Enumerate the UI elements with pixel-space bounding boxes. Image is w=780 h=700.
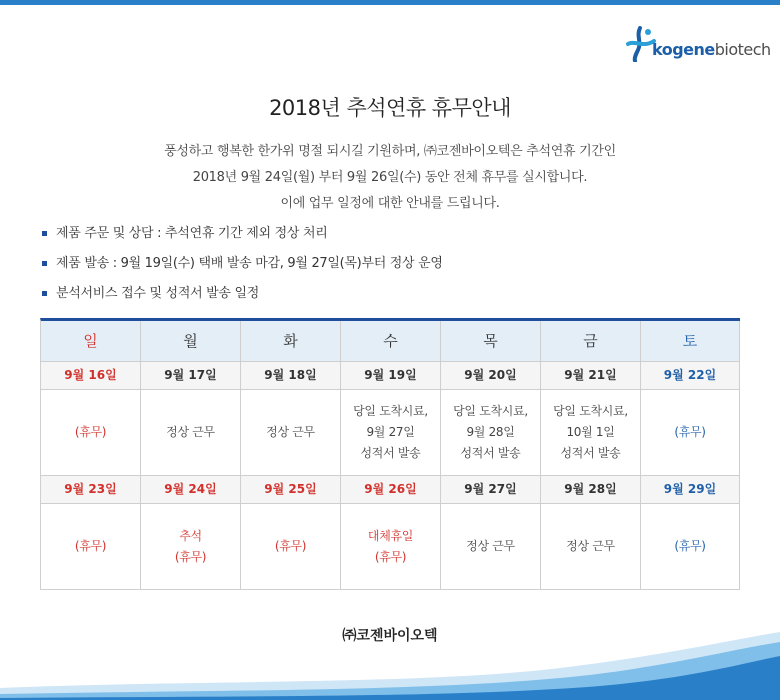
schedule-cell: 정상 근무 xyxy=(441,504,541,589)
schedule-cell: (휴무) xyxy=(41,504,141,589)
schedule-cell: (휴무) xyxy=(641,504,740,589)
schedule-cell: 정상 근무 xyxy=(541,504,641,589)
schedule-cell: 대체휴일 (휴무) xyxy=(341,504,441,589)
date-cell: 9월 22일 xyxy=(641,362,740,390)
date-cell: 9월 25일 xyxy=(241,476,341,504)
bullet-square-icon xyxy=(42,231,47,236)
weekday-thu: 목 xyxy=(441,321,541,362)
week1-date-row xyxy=(41,362,740,390)
logo-wordmark: kogenebiotech xyxy=(652,40,771,59)
date-cell: 9월 27일 xyxy=(441,476,541,504)
week2-schedule-row xyxy=(41,504,740,589)
weekday-wed: 수 xyxy=(341,321,441,362)
bullet-square-icon xyxy=(42,291,47,296)
weekday-header-row xyxy=(41,321,740,362)
schedule-cell: (휴무) xyxy=(241,504,341,589)
schedule-cell: 당일 도착시료, 9월 28일 성적서 발송 xyxy=(441,390,541,476)
notice-list xyxy=(42,225,742,315)
date-cell: 9월 21일 xyxy=(541,362,641,390)
date-cell: 9월 18일 xyxy=(241,362,341,390)
schedule-cell: 정상 근무 xyxy=(141,390,241,476)
date-cell: 9월 23일 xyxy=(41,476,141,504)
page-title: 2018년 추석연휴 휴무안내 xyxy=(269,96,511,120)
date-cell: 9월 28일 xyxy=(541,476,641,504)
schedule-cell: (휴무) xyxy=(41,390,141,476)
date-cell: 9월 20일 xyxy=(441,362,541,390)
intro-line: 이에 업무 일정에 대한 안내를 드립니다. xyxy=(280,196,500,211)
week2-date-row xyxy=(41,476,740,504)
weekday-sun: 일 xyxy=(41,321,141,362)
company-logo xyxy=(626,26,771,66)
schedule-cell: (휴무) xyxy=(641,390,740,476)
intro-line: 2018년 9월 24일(월) 부터 9월 26일(수) 동안 전체 휴무를 실시합니다. xyxy=(192,170,588,185)
date-cell: 9월 17일 xyxy=(141,362,241,390)
week1-schedule-row xyxy=(41,390,740,476)
date-cell: 9월 16일 xyxy=(41,362,141,390)
date-cell: 9월 19일 xyxy=(341,362,441,390)
weekday-sat: 토 xyxy=(641,321,740,362)
date-cell: 9월 24일 xyxy=(141,476,241,504)
intro-text xyxy=(0,143,780,221)
top-accent-bar xyxy=(0,0,780,5)
date-cell: 9월 26일 xyxy=(341,476,441,504)
date-cell: 9월 29일 xyxy=(641,476,740,504)
weekday-tue: 화 xyxy=(241,321,341,362)
notice-item: 제품 주문 및 상담 : 추석연휴 기간 제외 정상 처리 xyxy=(42,225,742,255)
schedule-cell: 추석 (휴무) xyxy=(141,504,241,589)
schedule-cell: 당일 도착시료, 10월 1일 성적서 발송 xyxy=(541,390,641,476)
notice-item: 제품 발송 : 9월 19일(수) 택배 발송 마감, 9월 27일(목)부터 정상 운영 xyxy=(42,255,742,285)
weekday-mon: 월 xyxy=(141,321,241,362)
notice-item: 분석서비스 접수 및 성적서 발송 일정 xyxy=(42,285,742,315)
schedule-calendar xyxy=(40,318,740,590)
bullet-square-icon xyxy=(42,261,47,266)
intro-line: 풍성하고 행복한 한가위 명절 되시길 기원하며, ㈜코젠바이오텍은 추석연휴 기간인 xyxy=(164,144,616,159)
company-name-footer: ㈜코젠바이오텍 xyxy=(342,628,438,644)
schedule-cell: 당일 도착시료, 9월 27일 성적서 발송 xyxy=(341,390,441,476)
schedule-cell: 정상 근무 xyxy=(241,390,341,476)
weekday-fri: 금 xyxy=(541,321,641,362)
